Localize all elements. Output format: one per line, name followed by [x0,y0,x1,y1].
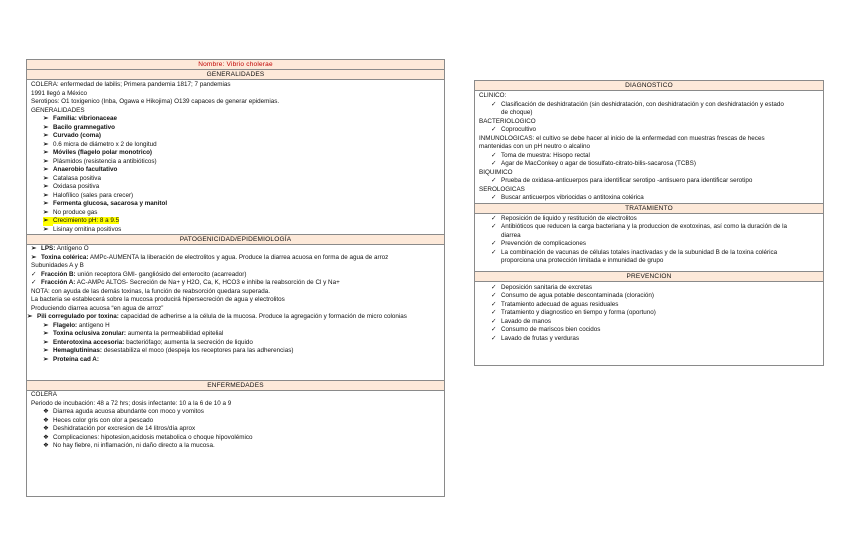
chevron-right-icon: ➢ [31,245,37,252]
list-item: ➢ Plásmidos (resistencia a antibióticos) [43,157,157,165]
list-item: ➢ Curvado (coma) [43,132,101,139]
chevron-right-icon: ➢ [43,140,49,148]
list-item: ➢ Hemaglutininas: desestabiliza el moco (despeja los receptores para las adherencias) [43,347,294,354]
list-item: ❖ Diarrea aguda acuosa abundante con moco y vomitos [43,408,204,415]
chevron-right-icon: ➢ [43,217,53,226]
check-icon: ✓ [491,214,497,222]
chevron-right-icon: ➢ [43,166,49,173]
right-panel [474,80,824,366]
list-item: ❖ No hay fiebre, ni inflamación, ni daño directo a la mucosa. [43,442,215,449]
check-icon: ✓ [491,223,497,230]
text-line: NOTA: con ayuda de las demás toxinas, la función de reabsorción quedara superada. [31,287,270,295]
chevron-right-icon: ➢ [43,174,49,182]
check-icon: ✓ [491,177,497,184]
intro-line: Serotipos: O1 toxigenico (Inba, Ogawa e Hikojima) O139 capaces de generar epidemias. [31,98,280,105]
check-icon: ✓ [491,283,497,291]
check-icon: ✓ [491,100,497,108]
list-item: ✓ Tratamiento y diagnostico en tiempo y forma (oportuno) [491,309,656,316]
diamond-bullet-icon: ❖ [43,433,49,441]
chevron-right-icon: ➢ [43,347,49,354]
check-icon: ✓ [491,126,497,133]
chevron-right-icon: ➢ [43,338,49,346]
list-item: ➢ Lisinay ornitina positivos [43,225,122,233]
chevron-right-icon: ➢ [43,208,49,216]
list-item: ✓ Consumo de agua potable descontaminada (cloración) [491,292,654,299]
list-item: ✓ Prevención de complicaciones [491,240,587,247]
text-line: INMUNOLOGICAS: el cultivo se debe hacer al inicio de la enfermedad con muestras frescas de heces [479,134,765,142]
chevron-right-icon: ➢ [43,123,49,131]
chevron-right-icon: ➢ [43,191,49,199]
text-line: CLINICO: [479,92,507,99]
text-line: BACTERIOLOGICO [479,117,536,125]
check-icon: ✓ [491,248,497,256]
list-item: ➢ Halofílico (sales para crecer) [43,191,134,199]
tratamiento-header: TRATAMIENTO [475,203,823,214]
check-icon: ✓ [31,279,37,286]
list-item: ✓ La combinación de vacunas de células totales inactivadas y de la subunidad B de la toxina colérica [491,248,778,256]
list-item: ➢ Crecimiento pH: 8 a 9.5 [43,217,120,224]
list-item: ✓ Fracción A: AC-AMPc ALTOS- Secreción de Na+ y H2O, Ca, K, HCO3 e inhibe la reabsorción de Cl y Na+ [31,279,340,286]
diagnostico-header: DIAGNOSTICO [475,81,823,91]
list-item: ✓ Antibióticos que reducen la carga bacteriana y la produccion de exotoxinas, así como la duración de la [491,223,787,230]
text-line: de choque) [501,109,533,116]
list-item: ✓ Lavado de frutas y verduras [491,334,580,342]
check-icon: ✓ [491,334,497,342]
patogenicidad-header: PATOGENICIDAD/EPIDEMIOLOGÍA [27,234,444,245]
text-line: Subunidades A y B [31,262,84,269]
generalidades-header: GENERALIDADES [27,70,444,80]
list-item: ➢ Bacilo gramnegativo [43,123,115,131]
chevron-right-icon: ➢ [43,149,49,156]
check-icon: ✓ [491,317,497,325]
text-line: BIQUIMICO [479,168,513,176]
list-item: ➢ Anaerobio facultativo [43,166,118,173]
chevron-right-icon: ➢ [43,157,49,165]
chevron-right-icon: ➢ [43,200,49,207]
chevron-right-icon: ➢ [43,321,49,329]
check-icon: ✓ [31,270,37,278]
diamond-bullet-icon: ❖ [43,442,49,449]
list-item: ➢ Proteína cad A: [43,355,99,363]
intro-line: 1991 llegó a México [31,89,88,97]
list-item: ➢ Toxina colérica: AMPc-AUMENTA la liberación de electrolitos y agua. Produce la diarrea acuosa en forma de agua de arroz [31,253,389,261]
list-item: ❖ Deshidratación por excresion de 14 litros/día aprox [43,425,196,432]
left-panel [26,59,445,497]
list-item: ✓ Coprocultivo [491,126,536,133]
check-icon: ✓ [491,292,497,299]
chevron-right-icon: ➢ [43,330,49,337]
chevron-right-icon: ➢ [43,132,49,139]
text-line: SEROLOGICAS [479,185,525,193]
intro-line: COLERA: enfermedad de labilis; Primera pandemia 1817; 7 pandemias [31,81,231,88]
list-item: ➢ Catalasa positiva [43,174,101,182]
list-item: ✓ Buscar anticuerpos vibriocidas o antitoxina colérica [491,194,644,201]
check-icon: ✓ [491,160,497,167]
chevron-right-icon: ➢ [43,183,49,190]
intro-line: GENERALIDADES [31,106,85,114]
list-item: ➢ Oxidasa positiva [43,183,100,190]
list-item: ➢ 0.6 micra de diámetro x 2 de longitud [43,140,157,148]
diamond-bullet-icon: ❖ [43,408,49,415]
page-title: Nombre: Vibrio cholerae [27,60,444,70]
check-icon: ✓ [491,194,497,201]
check-icon: ✓ [491,300,497,308]
text-line: diarrea [501,231,521,239]
list-item: ➢ Familia: vibrionaceae [43,115,118,122]
enfermedades-header: ENFERMEDADES [27,380,444,391]
list-item: ➢ Fermenta glucosa, sacarosa y manitol [43,200,168,207]
chevron-right-icon: ➢ [43,225,49,233]
diamond-bullet-icon: ❖ [43,416,49,424]
chevron-right-icon: ➢ [43,115,49,122]
text-line: La bacteria se establecerá sobre la mucosa producirá hipersecreción de agua y electrolitos [31,296,285,303]
list-item: ✓ Deposición sanitaria de excretas [491,283,593,291]
check-icon: ✓ [491,240,497,247]
list-item: ✓ Prueba de oxidasa-anticuerpos para identificar serotipo -antisuero para identificar serotipo [491,177,753,184]
list-item: ➢ Móviles (flagelo polar monotrico) [43,149,153,156]
text-line: Produciendo diarrea acuosa “en agua de arroz” [31,304,164,312]
check-icon: ✓ [491,326,497,333]
list-item: ➢ LPS: Antígeno O [31,245,89,252]
check-icon: ✓ [491,309,497,316]
list-item: ❖ Heces color gris con olor a pescado [43,416,154,424]
list-item: ❖ Complicaciones: hipotesion,acidosis metabolica o choque hipovolémico [43,433,253,441]
list-item: ✓ Lavado de manos [491,317,552,325]
list-item: ➢ Enterotoxina accesoria: bacteriófago; aumenta la secreción de liquido [43,338,253,346]
list-item: ✓ Consumo de mariscos bien cocidos [491,326,601,333]
list-item: ➢ Pili corregulado por toxina: capacidad de adherirse a la célula de la mucosa. Produce la agregación y formación de micro colonias [27,313,407,320]
list-item: ➢ No produce gas [43,208,98,216]
chevron-right-icon: ➢ [31,253,37,261]
text-line: proporciona una protección limitada e inmunidad de grupo [501,257,664,264]
text-line: mantenidas con un pH neutro o alcalino [479,143,590,150]
chevron-right-icon: ➢ [27,313,33,320]
list-item: ✓ Agar de MacConkey o agar de tiosulfato-citrato-bilis-sacarosa (TCBS) [491,160,696,167]
list-item: ✓ Clasificación de deshidratación (sin deshidratación, con deshidratación y con deshidratación y estado [491,100,784,108]
list-item: ✓ Tratamiento adecuad de aguas residuales [491,300,619,308]
text-line: COLERA [31,391,57,398]
prevencion-header: PREVENCION [475,271,823,282]
chevron-right-icon: ➢ [43,355,49,363]
list-item: ✓ Toma de muestra: Hisopo rectal [491,151,590,159]
diamond-bullet-icon: ❖ [43,425,49,432]
list-item: ➢ Flagelo: antígeno H [43,321,110,329]
text-line: Periodo de incubación: 48 a 72 hrs; dosis infectante: 10 a la 6 de 10 a 9 [31,399,232,407]
list-item: ✓ Fracción B: unión receptora GMI- gangliósido del enterocito (acarreador) [31,270,247,278]
check-icon: ✓ [491,151,497,159]
list-item: ➢ Toxina oclusiva zonular: aumenta la permeabilidad epitelial [43,330,224,337]
list-item: ✓ Reposición de liquido y restitución de electrolitos [491,214,637,222]
